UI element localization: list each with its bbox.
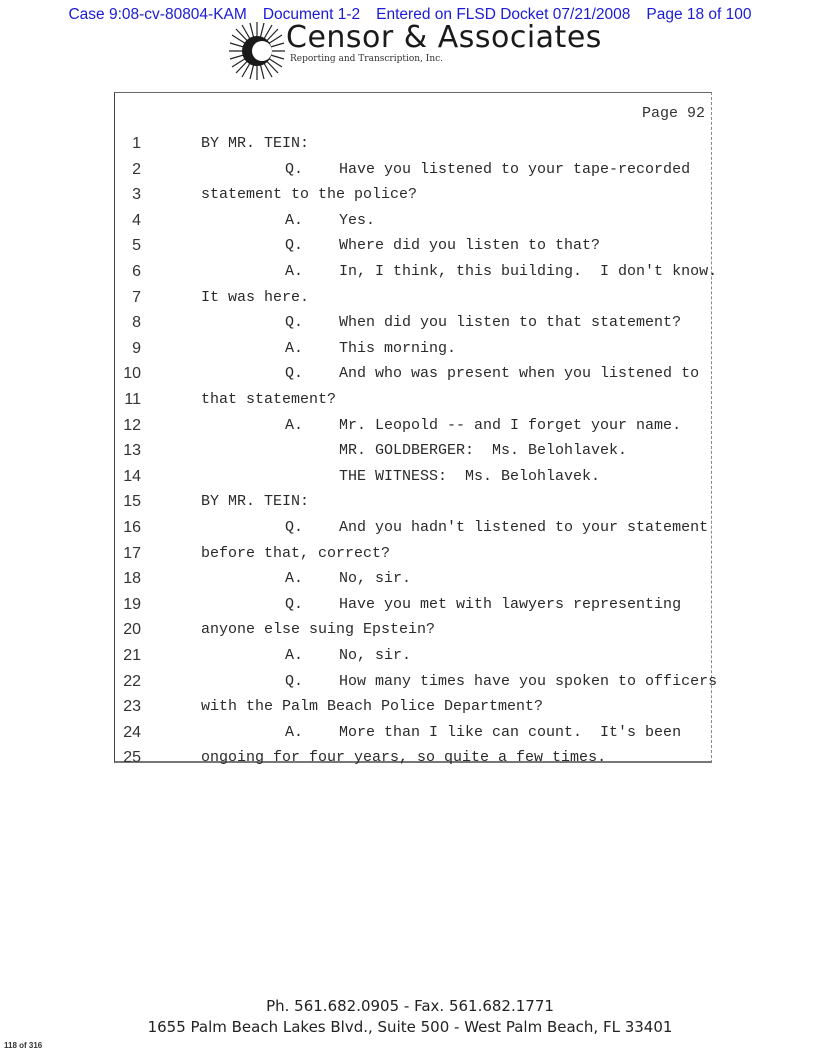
- line-text: ongoing for four years, so quite a few times.: [201, 749, 607, 767]
- transcript-line: [115, 391, 711, 417]
- line-number: 18: [123, 570, 141, 588]
- reporter-logo: [228, 20, 602, 86]
- line-number: 13: [123, 442, 141, 460]
- line-text: Q. When did you listen to that statement?: [285, 314, 682, 332]
- line-number: 20: [123, 621, 141, 639]
- line-text: Q. Where did you listen to that?: [285, 237, 601, 255]
- line-text: A. No, sir.: [285, 647, 412, 664]
- case-number: Case 9:08-cv-80804-KAM: [68, 6, 247, 23]
- line-text: MR. GOLDBERGER: Ms. Belohlavek.: [285, 442, 628, 460]
- transcript-line: [115, 417, 711, 443]
- transcript-line: [115, 724, 711, 750]
- line-number: 1: [132, 135, 141, 152]
- docket-entry: Entered on FLSD Docket 07/21/2008: [376, 6, 631, 23]
- transcript-line: [115, 365, 711, 391]
- transcript-line: [115, 135, 711, 161]
- line-number: 16: [123, 519, 141, 536]
- line-number: 3: [132, 186, 141, 204]
- pdf-page-count: 118 of 316: [4, 1041, 43, 1050]
- transcript-line: [115, 493, 711, 519]
- line-text: statement to the police?: [201, 186, 418, 204]
- line-text: It was here.: [201, 288, 310, 306]
- line-number: 23: [123, 698, 141, 716]
- line-number: 10: [123, 365, 141, 383]
- line-number: 17: [123, 544, 141, 562]
- transcript-line: [115, 212, 711, 238]
- line-text: THE WITNESS: Ms. Belohlavek.: [285, 467, 601, 485]
- footer-phone: Ph. 561.682.0905 - Fax. 561.682.1771: [266, 997, 554, 1015]
- transcript-line: [115, 621, 711, 647]
- line-text: A. This morning.: [285, 339, 457, 357]
- transcript-line: [115, 519, 711, 545]
- line-text: Q. Have you met with lawyers representing: [285, 595, 682, 613]
- footer-address: 1655 Palm Beach Lakes Blvd., Suite 500 - West Palm Beach, FL 33401: [147, 1018, 673, 1036]
- transcript-line: [115, 468, 711, 494]
- transcript-line: [115, 263, 718, 289]
- transcript-line: [115, 340, 711, 366]
- line-text: A. Mr. Leopold -- and I forget your name.: [285, 416, 682, 434]
- line-text: Q. How many times have you spoken to officers: [285, 672, 718, 690]
- line-number: 2: [132, 160, 141, 178]
- line-text: Q. And who was present when you listened to: [285, 365, 700, 383]
- transcript-line: [115, 161, 711, 187]
- transcript-line: [115, 749, 711, 775]
- line-text: A. In, I think, this building. I don't know.: [285, 263, 718, 280]
- line-number: 21: [123, 647, 141, 664]
- line-number: 9: [132, 339, 141, 357]
- sunburst-logo-icon: [228, 20, 286, 82]
- line-number: 15: [123, 493, 141, 511]
- line-text: Q. And you hadn't listened to your statement: [285, 519, 709, 536]
- logo-name: Censor & Associates: [286, 20, 602, 55]
- line-number: 7: [132, 288, 141, 306]
- line-number: 22: [123, 672, 141, 690]
- line-text: BY MR. TEIN:: [201, 493, 310, 511]
- line-text: anyone else suing Epstein?: [201, 621, 436, 639]
- docket-page: Page 18 of 100: [646, 6, 752, 23]
- document-number: Document 1-2: [262, 6, 361, 23]
- transcript-line: [115, 647, 711, 673]
- transcript-page: [114, 92, 718, 767]
- line-number: 19: [123, 595, 141, 613]
- transcript-page-label: Page 92: [641, 105, 705, 122]
- transcript-line: [115, 672, 718, 699]
- transcript-line: [115, 186, 711, 212]
- line-number: 25: [123, 749, 141, 767]
- transcript-line: [115, 698, 711, 724]
- logo-tagline: Reporting and Transcription, Inc.: [290, 54, 444, 64]
- line-text: A. No, sir.: [285, 570, 412, 588]
- transcript-line: [115, 237, 711, 263]
- line-number: 5: [132, 237, 141, 255]
- transcript-line: [115, 289, 711, 315]
- line-text: before that, correct?: [201, 544, 391, 562]
- line-number: 12: [123, 416, 141, 434]
- line-number: 11: [124, 391, 141, 408]
- line-number: 6: [132, 263, 141, 280]
- line-text: BY MR. TEIN:: [201, 135, 310, 152]
- line-number: 24: [123, 723, 141, 741]
- transcript-line: [115, 545, 711, 571]
- line-number: 4: [132, 211, 141, 229]
- transcript-lines: [115, 93, 718, 767]
- line-text: A. More than I like can count. It's been: [285, 723, 682, 741]
- line-text: with the Palm Beach Police Department?: [201, 698, 544, 716]
- line-text: A. Yes.: [285, 211, 376, 229]
- transcript-line: [115, 570, 711, 596]
- transcript-line: [115, 596, 711, 622]
- transcript-line: [115, 442, 711, 468]
- transcript-line: [115, 314, 711, 340]
- line-number: 8: [132, 314, 141, 332]
- line-text: that statement?: [201, 391, 337, 408]
- line-number: 14: [123, 467, 141, 485]
- line-text: Q. Have you listened to your tape-recorded: [285, 160, 691, 178]
